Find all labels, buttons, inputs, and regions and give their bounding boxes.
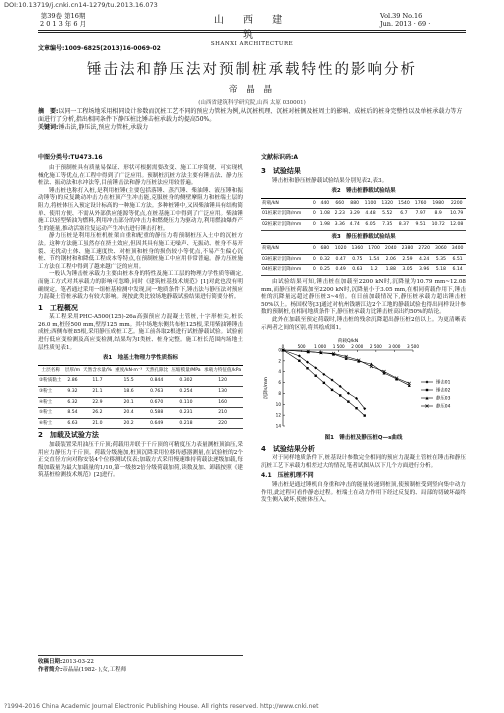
table-cell: 3.36	[332, 219, 347, 230]
y-tick-label: 8	[278, 391, 281, 397]
table-cell: 0	[311, 254, 317, 265]
table-cell: 0.63	[349, 265, 366, 276]
table-cell: 0.75	[349, 254, 366, 265]
table-cell: 4.24	[416, 254, 433, 265]
keywords-label: 关键词:	[38, 124, 59, 131]
x-tick-label: 3 000	[388, 344, 401, 350]
y-tick-label: 4	[278, 369, 281, 375]
section-text: 锤击桩和静压桩静载试验结果分别见表2,表3。	[272, 177, 388, 184]
table-cell: 0	[311, 265, 317, 276]
series-line	[283, 350, 409, 383]
issue-date: 2 0 1 3 年 6 月	[40, 20, 87, 28]
y-tick-label: 0	[278, 347, 281, 353]
intro-paragraph: 锤击桩也称打入桩,是利用桩锤(主要包括落锤、蒸汽锤、柴油锤、液压锤和振动锤等)的反复跳动冲击力在桩顶产生冲击能,克服桩身的侧壁摩阻力和桩端土层的阻力,将桩体压入预定设计标高的一种施工方法。多种桩锤中,又因柴油锤具有结构简单、使用方便、不需从外部供应能源等优点,在桩基施工中得到了广泛应用。柴油锤施工以轻型柴油为燃料,利用冲击部分的冲击力和燃烧压力为驱动力,利用燃油爆炸产生的能量,推动活塞往复运动产生冲击进行锤击打桩。	[38, 187, 243, 232]
table-cell: 1.98	[317, 219, 332, 230]
abstract-text: 以同一工程场地采用相同设计参数而沉桩工艺不同的预应力管桩为例,从沉桩机理、沉桩对桩侧及桩周土的影响、成桩后的桩身完整性以及单桩承载力等方面进行了分析,指出相同条件下静压桩比锤击桩承载力约提高50%。	[38, 108, 463, 123]
table-cell: 220	[202, 418, 243, 429]
section-text: 对于同样地质条件下,桩基设计参数完全相同的预应力混凝土管桩在锤击和静压沉桩工艺下承载力相差过大的情况,笔者试图从以下几个方面进行分析。	[261, 455, 466, 469]
table-cell: 3400	[449, 244, 466, 255]
legend-label: 静压04	[436, 404, 451, 410]
article-number: 文章编号:1009-6825(2013)16-0069-02	[38, 45, 161, 52]
table-cell: 21.1	[81, 387, 113, 398]
data-point	[339, 394, 341, 396]
y-axis-label: 沉降s/mm	[264, 377, 269, 400]
section-text: 锤击桩是通过锤机自身重和冲击的能量传递到桩顶,使预制桩受到竖向集中动力作用,此过程可看作静态过程。桩端土在动力作用下经过反复的、局部的切破坏最终发生侧入破坏,使桩体压入。	[261, 482, 466, 504]
table-cell: 0.763	[144, 387, 170, 398]
x-tick-label: 1 500	[332, 344, 345, 350]
volume-issue-en: Vol.39 No.16	[380, 12, 423, 20]
table-cell: 8.37	[396, 219, 413, 230]
table-cell: 3060	[433, 244, 450, 255]
section-heading: 4 试验结果分析	[261, 444, 315, 453]
table-cell: ④粉土	[38, 397, 63, 408]
received-label: 收稿日期:	[38, 659, 63, 665]
doi-line: DOI:10.13719/j.cnki.cn14-1279/tu.2013.16.073	[4, 1, 158, 9]
table-cell: ⑥粉土	[38, 418, 63, 429]
x-tick-label: 0	[281, 344, 285, 350]
table-cell: 4.48	[362, 209, 379, 220]
table-cell: 01桩累计沉降/mm	[261, 209, 311, 220]
table-cell: 6.51	[449, 254, 466, 265]
table-header-cell: 天然孔隙比	[144, 365, 170, 376]
series-line	[283, 350, 365, 409]
table-cell: 0	[311, 219, 317, 230]
table-cell: 2720	[416, 244, 433, 255]
table-cell: ②粉质黏土	[38, 376, 63, 387]
intro-paragraph: 静力压桩是利用压桩机桩架自重和配重的静压力将预制桩压入土中的沉桩方法。这种方法施工虽然存在挤土效应,但因其具有施工无噪声、无振动、桩身不易开裂、无扰动土体、施工速度快、对桩顶和桩身的损伤较小等优点,不易产生偏心沉桩、节约钢材和和降低工程成本等特点,在预制桩施工中应用非常普遍。静力压桩施工方法在工程中得到了越来越广泛的应用。	[38, 233, 243, 270]
table-cell: 1.88	[382, 265, 399, 276]
table-cell: 3.29	[347, 209, 362, 220]
table-row	[261, 198, 466, 209]
table-cell: 1020	[332, 244, 349, 255]
table-cell: 6.32	[63, 397, 81, 408]
received-date: 2013-03-22	[62, 659, 94, 665]
section-heading: 1 工程概况	[38, 303, 78, 312]
y-tick-label: 10	[275, 401, 281, 407]
table-cell: 11.7	[81, 376, 113, 387]
table-cell: 0.588	[144, 408, 170, 419]
table-cell: 6.14	[449, 265, 466, 276]
table-cell: 4.74	[347, 219, 362, 230]
x-tick-label: 500	[297, 344, 306, 350]
document-code: 文献标识码:A	[261, 154, 299, 161]
journal-name-en: SHANXI ARCHITECTURE	[210, 41, 294, 47]
data-point	[355, 407, 357, 409]
section-heading: 3 试验结果	[261, 167, 301, 175]
table-cell: 440	[317, 198, 332, 209]
table-cell: 26.2	[81, 408, 113, 419]
table-cell: 660	[332, 198, 347, 209]
table-cell: ⑤粉土	[38, 408, 63, 419]
table1-caption: 表1 地基土物理力学性质指标	[102, 355, 179, 362]
data-point	[314, 375, 316, 377]
legend-label: 锤击02	[436, 388, 451, 394]
table-cell: 0.47	[332, 254, 349, 265]
table-cell: 0	[311, 198, 317, 209]
author-bio: 帝晶晶(1982- ),女,工程师	[62, 667, 127, 673]
table-row	[38, 397, 243, 408]
copyright-footer: ?1994-2016 China Academic Journal Electronic Publishing House. All rights reserved. http://www.cnki.net	[4, 703, 319, 710]
table-cell: 1540	[396, 198, 413, 209]
table-cell: 0	[311, 209, 317, 220]
table-cell: 2.06	[382, 254, 399, 265]
table-cell: 6.7	[396, 209, 413, 220]
table-header-cell: 土层名称	[38, 365, 63, 376]
table-header-cell: 重度/kN·m⁻³	[114, 365, 144, 376]
table-cell: 2.59	[399, 254, 416, 265]
table-cell: 0.302	[170, 376, 203, 387]
table3-caption: 表3 静压桩静载试验结果	[331, 233, 396, 240]
footnote-block	[38, 655, 243, 674]
data-point	[426, 381, 429, 384]
y-tick-label: 2	[278, 358, 281, 364]
header-rule-2	[38, 32, 466, 33]
table-cell: 0.32	[317, 254, 332, 265]
table-cell: 15.5	[114, 376, 144, 387]
table2-caption: 表2 锤击桩静载试验结果	[331, 188, 396, 195]
right-column	[261, 165, 466, 505]
table-header-cell: 承载力特征值/kPa	[202, 365, 243, 376]
table-cell: 2.23	[332, 209, 347, 220]
table-cell: 9.51	[412, 219, 429, 230]
y-tick-label: 14	[275, 423, 281, 429]
x-axis-label: 荷载Q/kN	[337, 339, 359, 345]
table-cell: 0.670	[144, 397, 170, 408]
table-cell: 荷载/kN	[261, 198, 311, 209]
soil-properties-table	[38, 365, 243, 430]
journal-name	[205, 11, 299, 47]
table-cell: 8.54	[63, 408, 81, 419]
table-cell: 22.9	[81, 397, 113, 408]
data-point	[323, 382, 325, 384]
table-cell: 7.97	[412, 209, 429, 220]
data-point	[426, 389, 428, 391]
table-cell: 210	[202, 408, 243, 419]
x-tick-label: 1 000	[314, 344, 327, 350]
table-cell: 1700	[366, 244, 383, 255]
table-cell: 2.86	[63, 376, 81, 387]
data-point	[331, 389, 333, 391]
table-cell: 1.08	[317, 209, 332, 220]
table-cell: 0.110	[170, 397, 203, 408]
table-cell: 1980	[429, 198, 447, 209]
affiliation: (山西省建筑科学研究院,山西 太原 030001)	[198, 100, 306, 106]
table-cell: 1.2	[366, 265, 383, 276]
intro-paragraph: 一般认为锤击桩承载力主要由桩本身的特性及施工工层的物理力学性质等确定,而施工方式对其承载力的影响可忽略,同时《建筑桩基技术规范》[1]对此也没有明确规定。笔者通过采用一组桩基检测中发现,同一地质条件下,锤击法与静压法对预应力混凝土管桩承载力有较大影响。现按此类比较场地静载试验结果进行简要分析。	[38, 271, 243, 301]
keywords-text: 锤击法,静压法,预应力管桩,承载力	[58, 124, 149, 131]
issue-info	[40, 12, 86, 28]
data-point	[298, 360, 300, 362]
table-cell: 6.63	[63, 418, 81, 429]
x-tick-label: 3 500	[407, 344, 419, 350]
table-row	[261, 244, 466, 255]
static-pile-table	[261, 243, 466, 276]
table-cell: 160	[202, 397, 243, 408]
data-point	[364, 414, 366, 416]
section-text: 由试验结果可知,锤击桩在加载至2200 kN时,沉降量为10.79 mm~12.08 mm,而静压桩荷载加至2200 kN时,沉降量小于3.05 mm,在相同荷载作用下,锤击桩的沉降量远超过静压桩3~4倍。在日前加载情况下,静压桩承载力超出锤击桩50%以上。杨国权等[3]通过对杭州钱塘江边2个工地的静载试验也得出同样设计参数的预制桩,在相同地质条件下,静压桩承载力比锤击桩高出约50%的结论。	[261, 278, 466, 316]
qs-curve-figure	[261, 334, 466, 434]
date-page: Jun. 2013 · 69 ·	[380, 20, 431, 28]
issue-info-en	[380, 12, 430, 28]
table-cell: 9.32	[63, 387, 81, 398]
table-cell: 2380	[399, 244, 416, 255]
table-cell: 21.0	[81, 418, 113, 429]
legend-label: 锤击01	[436, 380, 451, 386]
abstract-block	[38, 108, 466, 132]
table-cell: 130	[202, 387, 243, 398]
left-column	[38, 165, 243, 480]
section-text: 某工程采用PHC-A500(125)-26a高强预应力混凝土管桩,十字形桩尖,桩长26.0 m,桩径500 mm,壁厚125 mm。其中场地东侧共布桩125根,采用柴油锤锤击成桩;西侧布桩85根,采用静压成桩工艺。施工前各取2根进行试桩静载试验。试验前进行低应变检测及高应变检测,结果均为Ⅰ类桩、桩身完整。施工桩长范围内场地土层性质见表1。	[38, 314, 243, 351]
table-row	[38, 408, 243, 419]
table-cell: 20.4	[114, 408, 144, 419]
y-tick-label: 6	[278, 380, 281, 386]
table-cell: 20.1	[114, 397, 144, 408]
table-cell: 20.2	[114, 418, 144, 429]
table-cell: 荷载/kN	[261, 244, 311, 255]
data-point	[306, 367, 308, 369]
table-cell: 3.96	[416, 265, 433, 276]
table-cell: 880	[347, 198, 362, 209]
table-header-cell: 压缩模量/MPa	[170, 365, 203, 376]
intro-paragraph: 由于预制桩具有质量易保证、形状可根据需要改变、施工工序简便、可实现机械化施工等优点,在工程中得到了广泛应用。预制桩沉桩方法主要有锤击法、静力压桩法、振动法和水冲法等,目前锤击法和静力压桩法应用较普遍。	[38, 165, 243, 187]
qs-curve-chart	[261, 334, 466, 434]
table-cell: 0.649	[144, 418, 170, 429]
table-cell: 8.9	[429, 209, 447, 220]
section-heading: 2 加载及试验方法	[38, 431, 99, 440]
table-row	[261, 265, 466, 276]
table-cell: 02桩累计沉降/mm	[261, 219, 311, 230]
data-point	[347, 401, 349, 403]
table-cell: 1.54	[366, 254, 383, 265]
series-line	[283, 350, 409, 385]
x-tick-label: 2 000	[351, 344, 364, 350]
table-row	[261, 219, 466, 230]
table-cell: ③粉土	[38, 387, 63, 398]
table-header-row	[38, 365, 243, 376]
table-cell: 1100	[362, 198, 379, 209]
section-text: 此外在加载至预定荷载时,锤击桩的残余沉降超出静压桩2倍以上。为更清晰表示两者之间的区别,将其绘成图1。	[261, 316, 466, 331]
table-cell: 5.35	[433, 254, 450, 265]
journal-name-zh: 山 西 建 筑	[213, 15, 291, 41]
table-cell: 2200	[447, 198, 466, 209]
table-cell: 5.52	[379, 209, 396, 220]
legend-label: 静压03	[436, 396, 451, 402]
figure-caption: 图1 锤击桩及静压桩Q—s曲线	[324, 435, 403, 442]
clc-number: 中图分类号:TU473.16	[38, 154, 103, 161]
author: 帝 晶 晶	[229, 85, 275, 95]
table-cell: 1320	[379, 198, 396, 209]
table-cell: 2040	[382, 244, 399, 255]
table-cell: 1760	[412, 198, 429, 209]
table-header-cell: 天然含水量/%	[81, 365, 113, 376]
table-cell: 0.231	[170, 408, 203, 419]
x-tick-label: 2 500	[369, 344, 382, 350]
abstract-label: 摘 要:	[38, 108, 59, 115]
table-cell: 0	[311, 244, 317, 255]
table-cell: 680	[317, 244, 332, 255]
table-cell: 6.05	[362, 219, 379, 230]
table-cell: 04桩累计沉降/mm	[261, 265, 311, 276]
subsection-heading: 4.1 压桩机理不同	[261, 472, 314, 480]
table-cell: 12.08	[447, 219, 466, 230]
table-cell: 18.6	[114, 387, 144, 398]
paper-title: 锤击法和静压法对预制桩承载特性的影响分析	[87, 62, 417, 78]
table-cell: 10.72	[429, 219, 447, 230]
table-row	[38, 376, 243, 387]
table-cell: 0.49	[332, 265, 349, 276]
table-cell: 0.218	[170, 418, 203, 429]
table-cell: 0.25	[317, 265, 332, 276]
table-cell: 0.844	[144, 376, 170, 387]
table-header-cell: 层厚/m	[63, 365, 81, 376]
header-rule	[38, 30, 466, 31]
table-row	[261, 254, 466, 265]
table-cell: 120	[202, 376, 243, 387]
table-cell: 03桩累计沉降/mm	[261, 254, 311, 265]
section-text: 加载装置采用油压千斤顶;荷载用并联于千斤顶的可精度压力表量测桩顶油压,采用应力静压力千斤顶。荷载分级施加,桩顶沉降采用位移传感器测量,在试验桩的2个正交直径方向对称安装4个位移测试仪表;加载方式采用慢速维持荷载法逐级加载,每级加载量为最大加载量的1/10,第一级按2倍分级荷载加荷,读数及加、卸载按照《建筑基桩检测技术规范》[2]进行。	[38, 442, 243, 479]
table-cell: 3.05	[399, 265, 416, 276]
table-row	[261, 209, 466, 220]
bio-label: 作者简介:	[38, 667, 63, 673]
table-cell: 0.254	[170, 387, 203, 398]
table-cell: 10.79	[447, 209, 466, 220]
volume-issue: 第39卷 第16期	[40, 12, 86, 20]
table-cell: 7.35	[379, 219, 396, 230]
table-cell: 5.18	[433, 265, 450, 276]
table-row	[38, 387, 243, 398]
table-cell: 1360	[349, 244, 366, 255]
y-tick-label: 12	[275, 412, 281, 418]
hammer-pile-table	[261, 198, 466, 231]
table-row	[38, 418, 243, 429]
